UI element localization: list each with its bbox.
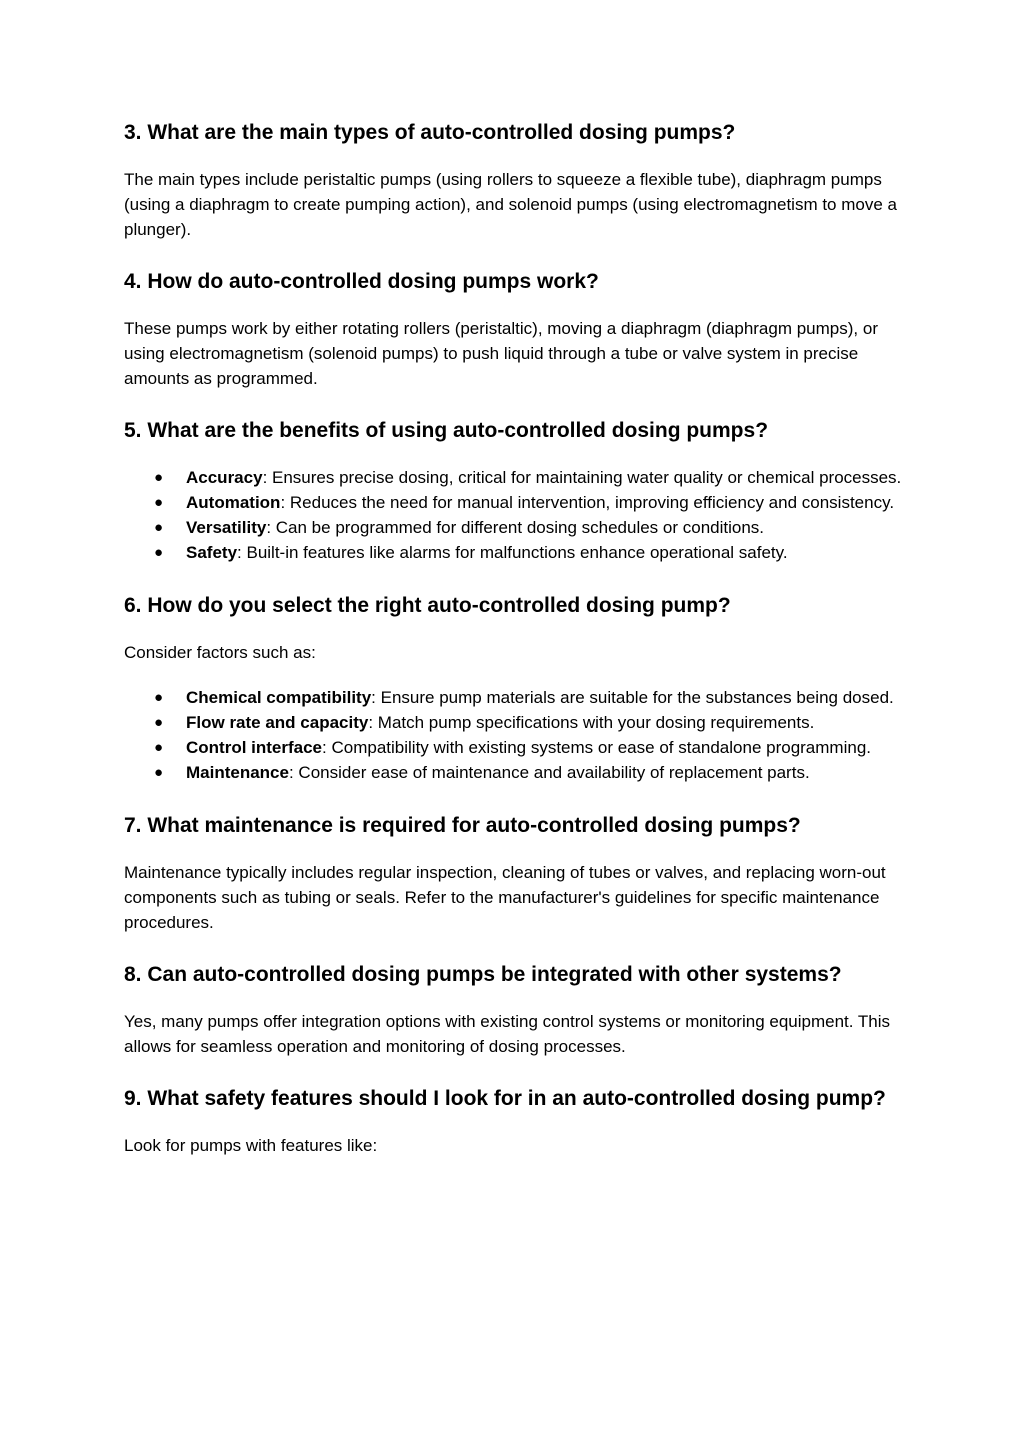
list-item-text: : Ensures precise dosing, critical for maintaining water quality or chemical processes. — [262, 468, 902, 487]
section-5-heading: 5. What are the benefits of using auto-controlled dosing pumps? — [124, 419, 769, 442]
section-4-paragraph: These pumps work by either rotating rollers (peristaltic), moving a diaphragm (diaphragm pumps), or using electromagnetism (solenoid pumps) to push liquid through a tube or valve system in precise amounts as programmed. — [124, 319, 878, 388]
section-9-paragraph: Look for pumps with features like: — [124, 1136, 378, 1155]
list-item — [124, 760, 914, 785]
section-3-heading: 3. What are the main types of auto-controlled dosing pumps? — [124, 121, 736, 144]
bullet-icon: ● — [154, 764, 164, 781]
benefits-list — [124, 465, 914, 565]
list-item-text: : Match pump specifications with your dosing requirements. — [368, 713, 815, 732]
list-item — [124, 685, 914, 710]
list-item-term: Flow rate and capacity — [186, 713, 369, 732]
list-item-term: Control interface — [186, 738, 323, 757]
list-item-text: : Reduces the need for manual intervention, improving efficiency and consistency. — [280, 493, 895, 512]
list-item — [124, 465, 914, 490]
section-8-paragraph: Yes, many pumps offer integration options with existing control systems or monitoring equipment. This allows for seamless operation and monitoring of dosing processes. — [124, 1012, 891, 1056]
bullet-icon: ● — [154, 739, 164, 756]
list-item-text: : Built-in features like alarms for malfunctions enhance operational safety. — [237, 543, 788, 562]
list-item-term: Chemical compatibility — [186, 688, 372, 707]
list-item — [124, 710, 914, 735]
bullet-icon: ● — [154, 714, 164, 731]
list-item — [124, 515, 914, 540]
section-3-paragraph: The main types include peristaltic pumps (using rollers to squeeze a flexible tube), diaphragm pumps (using a diaphragm to create pumping action), and solenoid pumps (using electromagnetism to move a plunger). — [124, 170, 897, 239]
bullet-icon: ● — [154, 519, 164, 536]
section-6-paragraph: Consider factors such as: — [124, 643, 316, 662]
list-item-text: : Ensure pump materials are suitable for the substances being dosed. — [371, 688, 894, 707]
list-item-text: : Compatibility with existing systems or ease of standalone programming. — [322, 738, 871, 757]
list-item — [124, 490, 914, 515]
list-item-text: : Can be programmed for different dosing schedules or conditions. — [266, 518, 765, 537]
document-page — [124, 118, 914, 1183]
section-9-heading: 9. What safety features should I look for in an auto-controlled dosing pump? — [124, 1087, 886, 1110]
bullet-icon: ● — [154, 544, 164, 561]
bullet-icon: ● — [154, 469, 164, 486]
section-6-heading: 6. How do you select the right auto-controlled dosing pump? — [124, 594, 731, 617]
list-item — [124, 735, 914, 760]
list-item-text: : Consider ease of maintenance and availability of replacement parts. — [288, 763, 810, 782]
bullet-icon: ● — [154, 494, 164, 511]
bullet-icon: ● — [154, 689, 164, 706]
list-item-term: Safety — [186, 543, 238, 562]
list-item-term: Maintenance — [186, 763, 289, 782]
selection-factors-list — [124, 685, 914, 785]
list-item-term: Accuracy — [186, 468, 263, 487]
list-item-term: Automation — [186, 493, 281, 512]
list-item — [124, 540, 914, 565]
list-item-term: Versatility — [186, 518, 267, 537]
section-4-heading: 4. How do auto-controlled dosing pumps work? — [124, 270, 599, 293]
section-8-heading: 8. Can auto-controlled dosing pumps be integrated with other systems? — [124, 963, 842, 986]
section-7-heading: 7. What maintenance is required for auto-controlled dosing pumps? — [124, 814, 801, 837]
section-7-paragraph: Maintenance typically includes regular inspection, cleaning of tubes or valves, and replacing worn-out components such as tubing or seals. Refer to the manufacturer's guidelines for specific maintenance procedures. — [124, 863, 886, 932]
